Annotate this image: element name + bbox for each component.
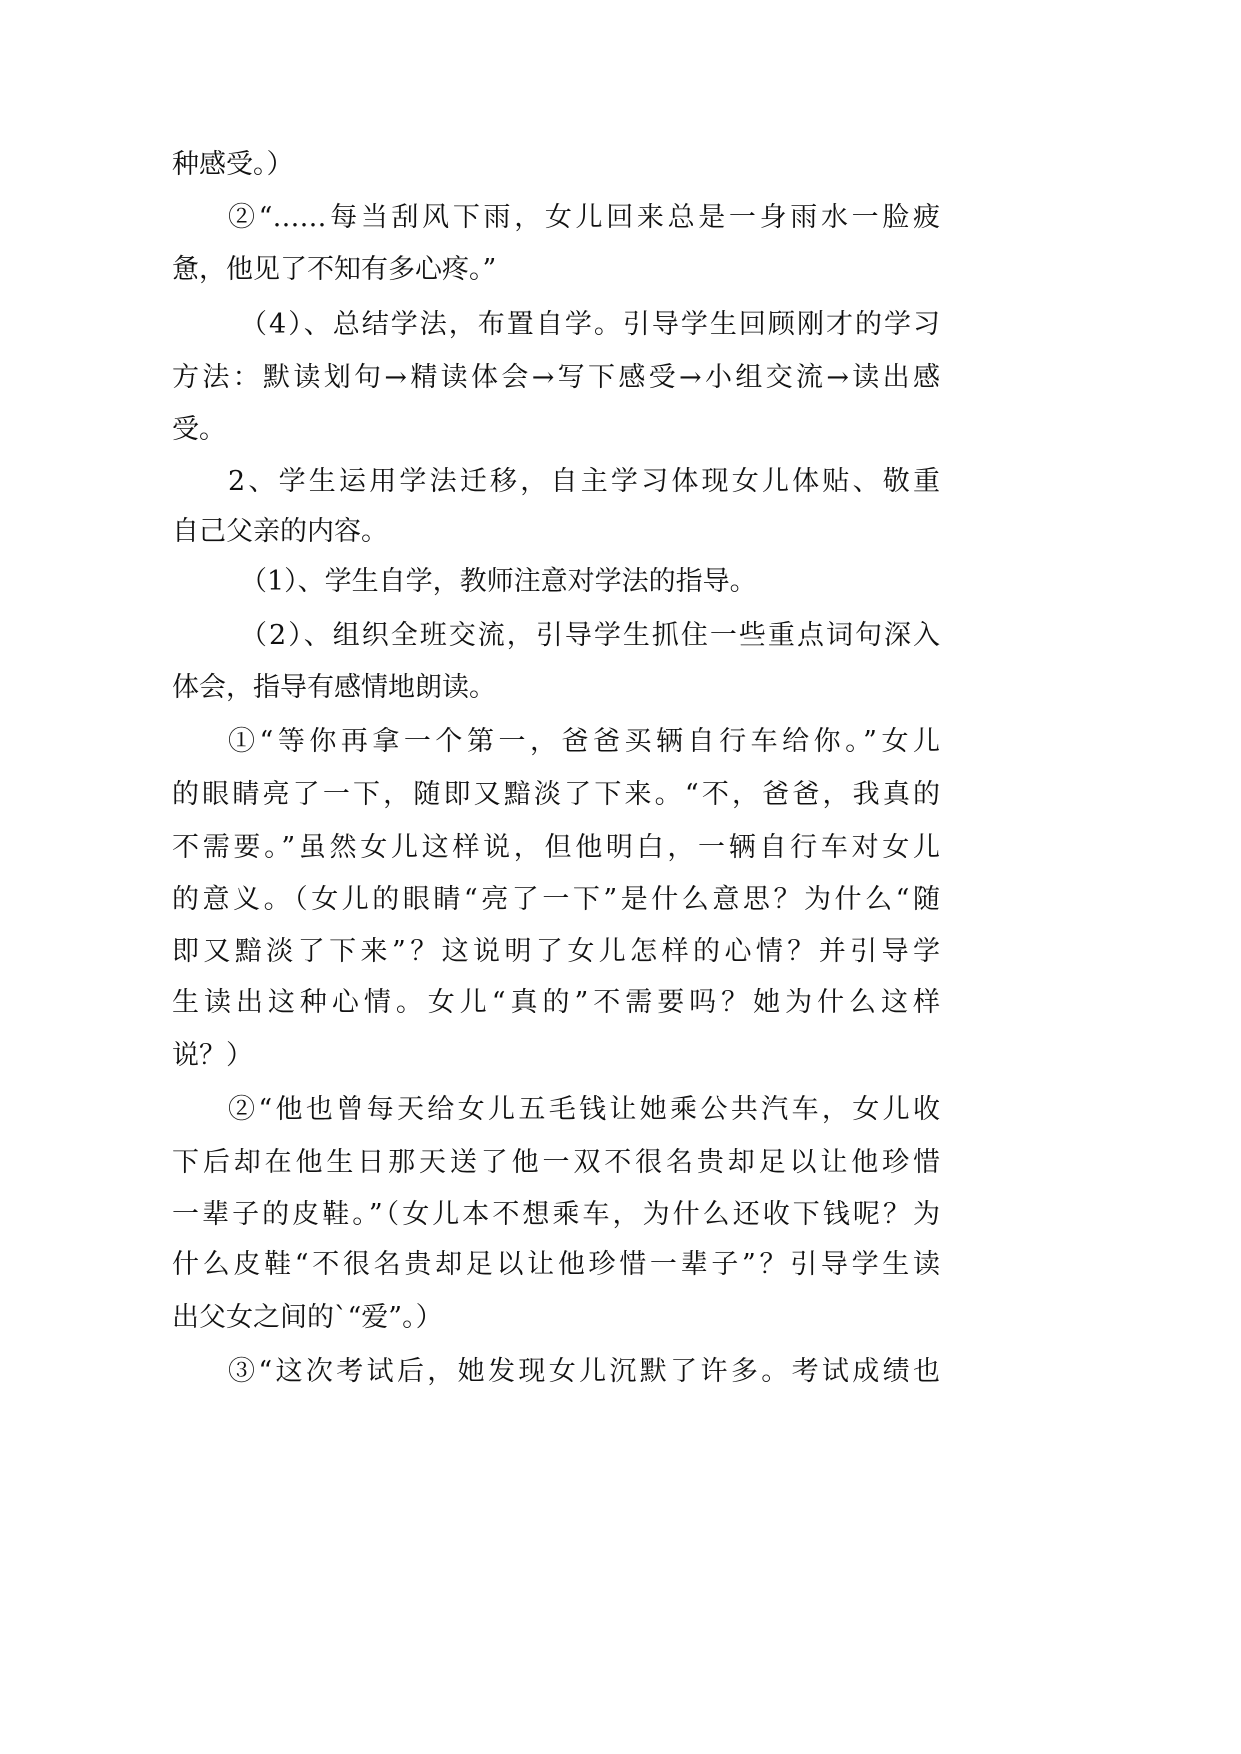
text-line: 什么皮鞋“不很名贵却足以让他珍惜一辈子”？引导学生读: [172, 1249, 940, 1280]
text-line: （1）、学生自学，教师注意对学法的指导。: [240, 566, 757, 597]
text-line: （2）、组织全班交流，引导学生抓住一些重点词句深入: [240, 620, 940, 651]
text-line: ③“这次考试后，她发现女儿沉默了许多。考试成绩也: [228, 1356, 940, 1387]
text-line: 2、学生运用学法迁移，自主学习体现女儿体贴、敬重: [228, 466, 940, 497]
text-line: 惫，他见了不知有多心疼。”: [172, 254, 497, 285]
text-line: 的意义。（女儿的眼睛“亮了一下”是什么意思？为什么“随: [172, 884, 940, 915]
text-line: 体会，指导有感情地朗读。: [172, 672, 496, 703]
text-line: 说？）: [172, 1040, 253, 1071]
text-line: 下后却在他生日那天送了他一双不很名贵却足以让他珍惜: [172, 1147, 940, 1178]
text-line: 不需要。”虽然女儿这样说，但他明白，一辆自行车对女儿: [172, 832, 940, 863]
text-line: ①“等你再拿一个第一，爸爸买辆自行车给你。”女儿: [228, 726, 940, 757]
text-line: 自己父亲的内容。: [172, 516, 388, 547]
text-line: 方法：默读划句→精读体会→写下感受→小组交流→读出感: [172, 362, 940, 393]
text-line: ②“他也曾每天给女儿五毛钱让她乘公共汽车，女儿收: [228, 1094, 940, 1125]
text-line: （4）、总结学法，布置自学。引导学生回顾刚才的学习: [240, 309, 940, 340]
text-line: 出父女之间的`“爱”。）: [172, 1302, 443, 1333]
text-line: 一辈子的皮鞋。”（女儿本不想乘车，为什么还收下钱呢？为: [172, 1199, 940, 1230]
text-line: ②“……每当刮风下雨，女儿回来总是一身雨水一脸疲: [228, 202, 940, 233]
text-line: 受。: [172, 414, 226, 445]
text-line: 即又黯淡了下来”？这说明了女儿怎样的心情？并引导学: [172, 936, 940, 967]
text-line: 的眼睛亮了一下，随即又黯淡了下来。“不，爸爸，我真的: [172, 779, 940, 810]
text-line: 种感受。）: [172, 149, 294, 180]
text-line: 生读出这种心情。女儿“真的”不需要吗？她为什么这样: [172, 987, 940, 1018]
